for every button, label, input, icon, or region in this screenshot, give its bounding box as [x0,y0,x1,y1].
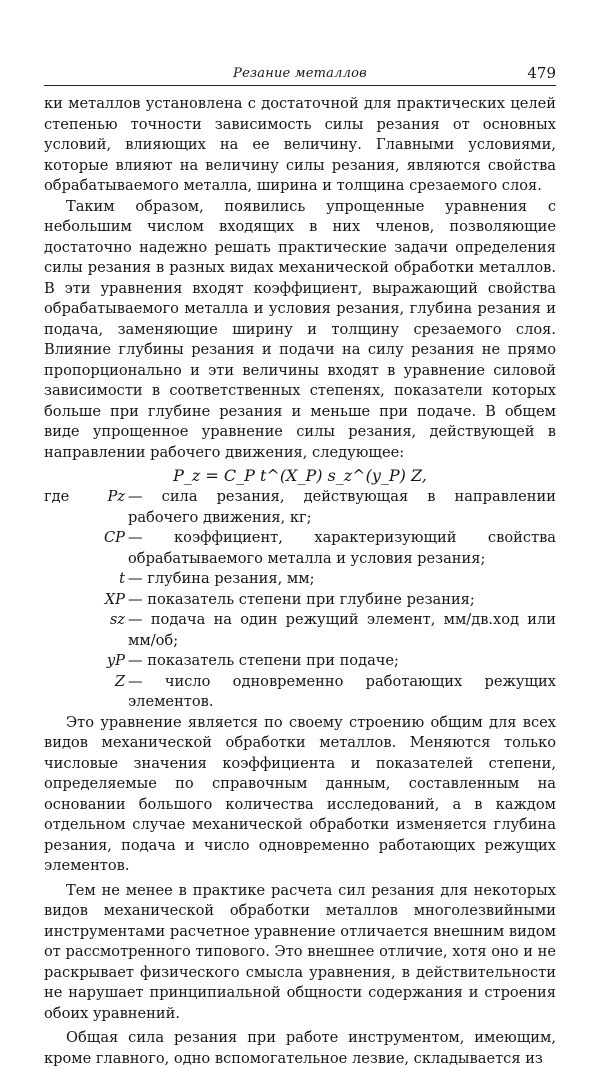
force-formula [44,465,556,487]
page-header [44,66,556,84]
def-text: — показатель степени при глубине резания; [128,590,556,611]
def-symbol: sz [109,611,125,628]
paragraph-3: Это уравнение является по своему строению общим для всех видов механической обработки металлов. Меняются только числовые значения коэффициента и показателей степени, определяемые по справочным данным, составленным на основании большого количества исследований, а в каждом отдельном случае механической обработки изменяется глубина резания, подача и число одновременно работающих режущих элементов. [44,713,556,874]
definitions-lead: где [44,488,70,505]
def-text: — коэффициент, характеризующий свойства обрабатываемого металла и условия резания; [128,528,556,569]
running-title: Резание металлов [233,66,367,81]
header-rule [44,85,556,86]
def-symbol: t [119,570,125,587]
def-text: — глубина резания, мм; [128,569,556,590]
symbol-definitions [44,487,556,713]
def-symbol: Z [114,672,125,690]
paragraph-4: Тем не менее в практике расчета сил резания для некоторых видов механической обработки металлов многолезвийными инструментами расчетное уравнение отличается внешним видом от рассмотренного типового. Это внешнее отличие, хотя оно и не раскрывает физического смысла уравнения, в действительности не нарушает принципиальной общности содержания и строения обоих уравнений. [44,881,556,1022]
paragraph-5: Общая сила резания при работе инструментом, имеющим, кроме главного, одно вспомогательное лезвие, складывается из [44,1029,556,1067]
formula-text: P_z = C_P t^(X_P) s_z^(y_P) Z, [173,466,427,485]
def-text: — сила резания, действующая в направлении рабочего движения, кг; [128,487,556,528]
page-body [44,94,556,1069]
paragraph-1: ки металлов установлена с достаточной для практических целей степенью точности зависимость силы резания от основных условий, влияющих на ее величину. Главными условиями, которые влияют на величину силы резания, являются свойства обрабатываемого металла, ширина и толщина срезаемого слоя. [44,95,556,194]
def-text: — показатель степени при подаче; [128,651,556,672]
def-symbol: yP [106,652,125,669]
def-text: — подача на один режущий элемент, мм/дв.ход или мм/об; [128,610,556,651]
paragraph-2: Таким образом, появились упрощенные уравнения с небольшим числом входящих в них членов, позволяющие достаточно надежно решать практические задачи определения силы резания в разных видах механической обработки металлов. В эти уравнения входят коэффициент, выражающий свойства обрабатываемого металла и условия резания, глубина резания и подача, заменяющие ширину и толщину срезаемого слоя. Влияние глубины резания и подачи на силу резания не прямо пропорционально и эти величины входят в уравнение силовой зависимости в соответственных степенях, показатели которых больше при глубине резания и меньше при подаче. В общем виде упрощенное уравнение силы резания, действующей в направлении рабочего движения, следующее: [44,197,556,461]
def-symbol: Pz [107,488,125,505]
def-text: — число одновременно работающих режущих элементов. [128,672,556,713]
page-number: 479 [527,64,556,82]
def-symbol: XP [104,590,125,608]
def-symbol: CP [104,529,125,546]
